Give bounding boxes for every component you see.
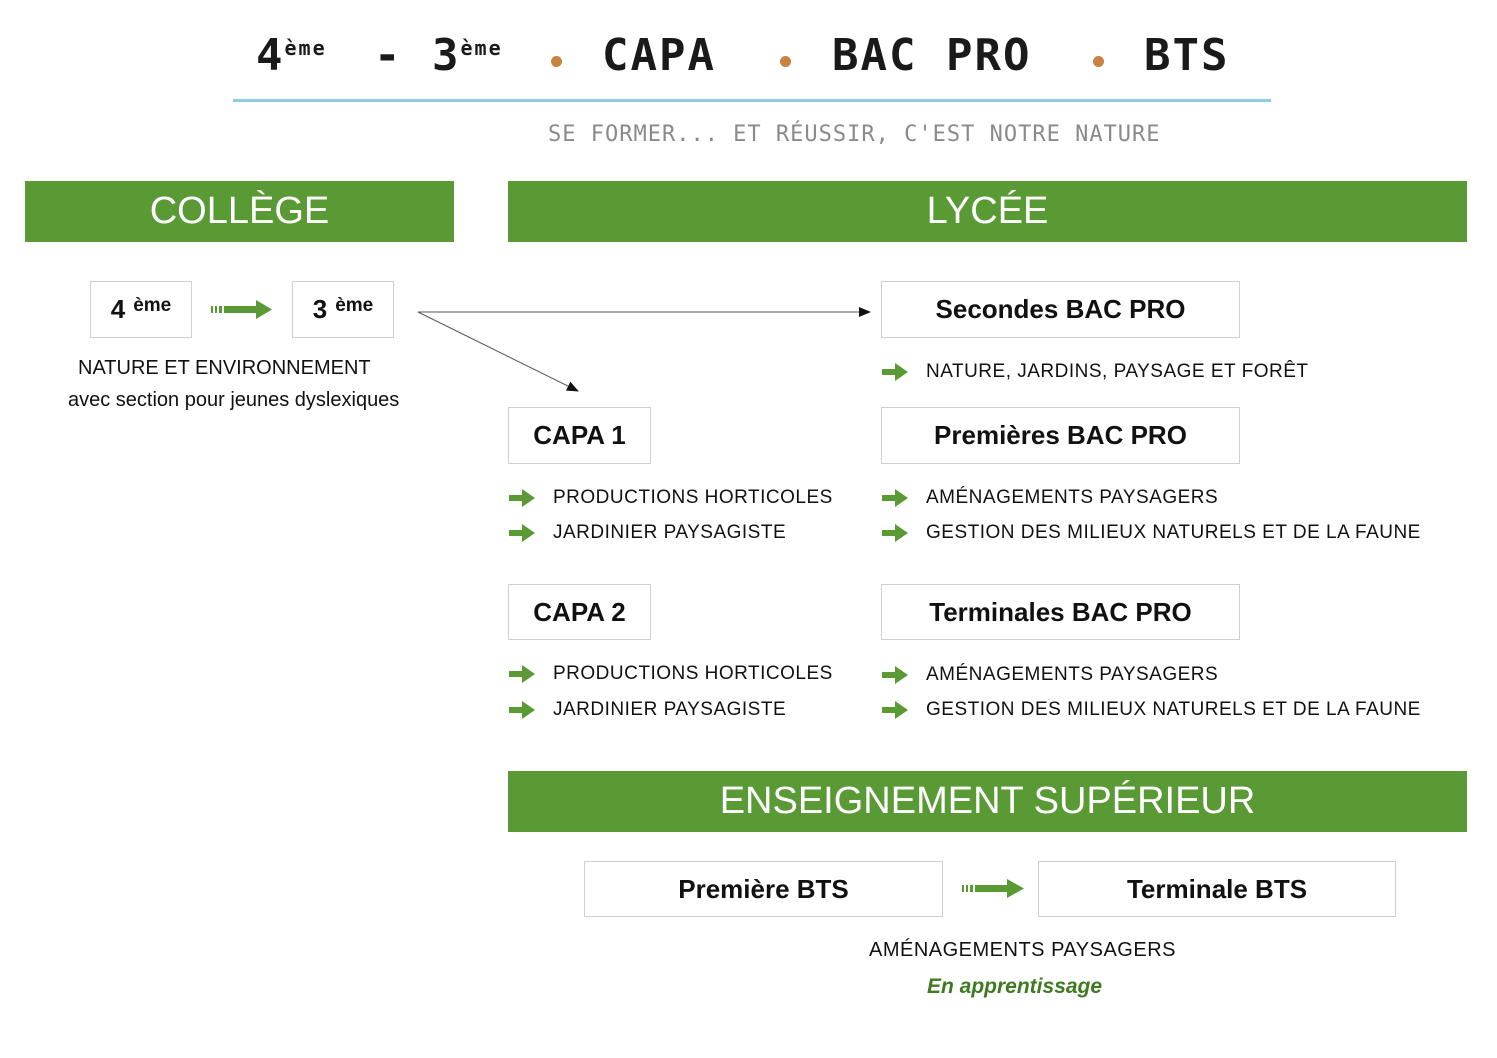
- header-capa: CAPA: [602, 30, 716, 81]
- dotted-arrow-bts: [962, 879, 1024, 898]
- list-item: [509, 699, 786, 721]
- arrow-to-capa1: [418, 312, 578, 391]
- green-arrow-icon: [882, 363, 908, 381]
- list-item-label: PRODUCTIONS HORTICOLES: [553, 663, 833, 684]
- list-item: [882, 487, 1218, 509]
- list-item: [509, 487, 833, 509]
- green-arrow-icon: [509, 701, 535, 719]
- bts-mode-apprentissage: En apprentissage: [927, 975, 1103, 998]
- list-item: [882, 522, 1421, 544]
- box-capa-1: CAPA 1: [508, 407, 651, 464]
- list-item-label: NATURE, JARDINS, PAYSAGE ET FORÊT: [926, 361, 1309, 382]
- box-premieres-bac-pro: Premières BAC PRO: [881, 407, 1240, 464]
- list-item-label: AMÉNAGEMENTS PAYSAGERS: [926, 487, 1219, 508]
- list-item: [882, 361, 1308, 383]
- green-arrow-icon: [882, 489, 908, 507]
- list-item: [509, 522, 786, 544]
- box-4eme: [90, 281, 192, 338]
- box-capa-2: CAPA 2: [508, 584, 651, 640]
- list-item-label: GESTION DES MILIEUX NATURELS ET DE LA FAUNE: [926, 522, 1421, 543]
- list-item: [509, 663, 833, 685]
- bts-specialite: AMÉNAGEMENTS PAYSAGERS: [869, 939, 1176, 961]
- box-3eme-label: 3: [312, 294, 328, 324]
- header-level-4: 4ème: [256, 30, 327, 81]
- lycee-banner: LYCÉE: [508, 181, 1467, 242]
- box-secondes-bac-pro: Secondes BAC PRO: [881, 281, 1240, 338]
- list-item-label: GESTION DES MILIEUX NATURELS ET DE LA FAUNE: [926, 699, 1421, 720]
- box-4eme-label: 4: [110, 294, 126, 324]
- box-4eme-sup: ème: [133, 294, 172, 316]
- green-arrow-icon: [882, 666, 908, 684]
- header-level-3: 3ème: [432, 30, 503, 81]
- box-terminale-bts: Terminale BTS: [1038, 861, 1396, 917]
- college-dyslexie-note: avec section pour jeunes dyslexiques: [68, 389, 400, 411]
- box-terminales-bac-pro: Terminales BAC PRO: [881, 584, 1240, 640]
- college-specialite: NATURE ET ENVIRONNEMENT: [78, 357, 371, 379]
- green-arrow-icon: [509, 665, 535, 683]
- green-arrow-icon: [882, 701, 908, 719]
- college-banner: COLLÈGE: [25, 181, 454, 242]
- header-bac-pro: BAC PRO: [832, 30, 1032, 81]
- list-item-label: PRODUCTIONS HORTICOLES: [553, 487, 833, 508]
- green-arrow-icon: [509, 524, 535, 542]
- header-tagline: SE FORMER... ET RÉUSSIR, C'EST NOTRE NATURE: [548, 122, 1161, 147]
- superieur-banner: ENSEIGNEMENT SUPÉRIEUR: [508, 771, 1467, 832]
- list-item: [882, 699, 1421, 721]
- header-dash: -: [374, 30, 403, 81]
- green-arrow-icon: [509, 489, 535, 507]
- header-bts: BTS: [1144, 30, 1230, 81]
- green-arrow-icon: [882, 524, 908, 542]
- box-3eme: [292, 281, 394, 338]
- dotted-arrow-college: [211, 300, 272, 319]
- list-item-label: JARDINIER PAYSAGISTE: [553, 522, 787, 543]
- list-item: [882, 664, 1218, 686]
- box-3eme-sup: ème: [335, 294, 374, 316]
- list-item-label: AMÉNAGEMENTS PAYSAGERS: [926, 664, 1219, 685]
- list-item-label: JARDINIER PAYSAGISTE: [553, 699, 787, 720]
- box-premiere-bts: Première BTS: [584, 861, 943, 917]
